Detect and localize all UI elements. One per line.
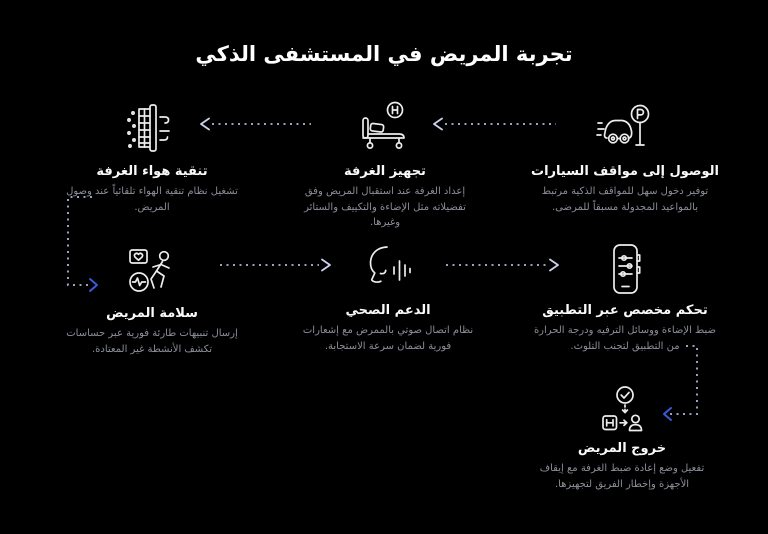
flow-arrow-safety-to-support — [220, 258, 334, 272]
step-title: سلامة المريض — [106, 306, 198, 321]
flow-connector-air-to-safety — [58, 190, 110, 294]
step-desc: ضبط الإضاءة ووسائل الترفيه ودرجة الحرارة من التطبيق لتجنب التلوث. — [533, 325, 717, 352]
step-desc: تفعيل وضع إعادة ضبط الغرفة مع إيقاف الأجهزة وإخطار الفريق لتجهيزها. — [539, 463, 705, 490]
page-title: تجربة المريض في المستشفى الذكي — [195, 42, 573, 66]
step-desc: توفير دخول سهل للمواقف الذكية مرتبط بالمواعيد المجدولة مسبقاً للمرضى. — [541, 186, 709, 213]
step-title: الدعم الصحي — [345, 303, 431, 318]
step-title: تنقية هواء الغرفة — [96, 164, 208, 179]
step-title: الوصول إلى مواقف السيارات — [531, 164, 719, 179]
step-desc: تشغيل نظام تنقية الهواء تلقائياً عند وصول المريض. — [66, 186, 238, 213]
flow-arrow-support-to-app — [446, 258, 562, 272]
step-title: تجهيز الغرفة — [344, 164, 426, 179]
step-title: خروج المريض — [577, 441, 667, 456]
flow-arrow-room-to-air — [197, 117, 311, 131]
step-parking — [525, 98, 725, 215]
step-desc: إعداد الغرفة عند استقبال المريض وفق تفضيلاته مثل الإضاءة والتكييف والستائر وغيرها. — [304, 186, 466, 228]
flow-connector-app-to-discharge — [650, 338, 706, 424]
step-desc: نظام اتصال صوتي بالممرض مع إشعارات فورية لضمان سرعة الاستجابة. — [302, 325, 474, 352]
step-title: تحكم مخصص عبر التطبيق — [542, 303, 708, 318]
flow-arrow-parking-to-room — [430, 117, 556, 131]
step-desc: إرسال تنبيهات طارئة فورية عبر حساسات تكشف الأنشطة غير المعتادة. — [66, 328, 238, 355]
